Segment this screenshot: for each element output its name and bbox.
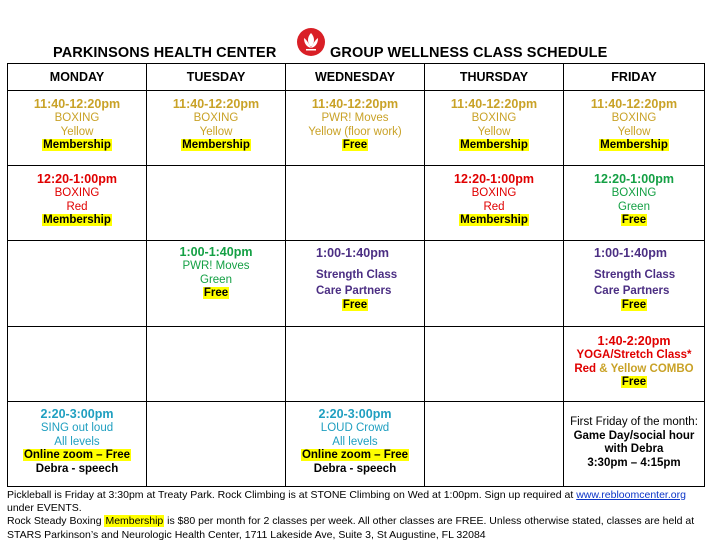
class-cell: [8, 402, 147, 487]
empty-cell: [425, 241, 564, 327]
class-name: BOXING: [54, 187, 100, 199]
class-name: BOXING: [471, 187, 517, 199]
footer-line-4: STARS Parkinson’s and Neurologic Health Center, 1711 Lakeside Ave, Suite 3, St Augustine, FL 32084: [7, 528, 486, 541]
event-line: First Friday of the month:: [570, 416, 698, 428]
price-badge: Online zoom – Free: [23, 449, 131, 461]
class-cell: [8, 166, 147, 241]
class-cell: [286, 91, 425, 166]
empty-cell: [147, 402, 286, 487]
event-cell: [564, 402, 705, 487]
class-name: SING out loud: [40, 422, 114, 434]
event-title: Game Day/social hour: [573, 429, 695, 442]
class-name: BOXING: [611, 187, 657, 199]
empty-cell: [8, 241, 147, 327]
class-level: All levels: [332, 435, 378, 448]
price-badge: Membership: [182, 139, 250, 151]
class-group: Care Partners: [316, 285, 392, 297]
class-group: Care Partners: [594, 285, 670, 297]
class-level: All levels: [54, 435, 100, 448]
class-time: 1:40-2:20pm: [597, 334, 671, 348]
footer-line-1: Pickleball is Friday at 3:30pm at Treaty Park. Rock Climbing is at STONE Climbing on Wed at 1:00pm. Sign up required at www.rebloomcenter.org: [7, 489, 686, 501]
empty-cell: [8, 327, 147, 402]
event-host: with Debra: [604, 443, 664, 455]
instructor-note: Debra - speech: [313, 462, 397, 475]
class-name: BOXING: [193, 112, 239, 124]
class-time: 2:20-3:00pm: [40, 407, 114, 421]
class-time: 12:20-1:00pm: [594, 172, 674, 186]
class-time: 11:40-12:20pm: [311, 97, 399, 111]
schedule-title: GROUP WELLNESS CLASS SCHEDULE: [330, 45, 608, 61]
website-link[interactable]: www.rebloomcenter.org: [576, 489, 686, 501]
class-cell: [425, 166, 564, 241]
price-badge: Membership: [460, 139, 528, 151]
class-cell: [425, 91, 564, 166]
class-time: 12:20-1:00pm: [37, 172, 117, 186]
empty-cell: [286, 166, 425, 241]
price-badge: Free: [342, 139, 368, 151]
day-header-monday: MONDAY: [8, 64, 147, 91]
class-name: PWR! Moves: [321, 112, 389, 124]
class-cell: [8, 91, 147, 166]
class-time: 11:40-12:20pm: [590, 97, 678, 111]
instructor-note: Debra - speech: [35, 462, 119, 475]
class-name: LOUD Crowd: [320, 422, 390, 434]
empty-cell: [286, 327, 425, 402]
footer-notes: [7, 489, 709, 542]
class-group: Yellow: [617, 125, 651, 138]
class-name: BOXING: [471, 112, 517, 124]
class-group: Yellow (floor work): [308, 125, 402, 138]
empty-cell: [147, 327, 286, 402]
class-time: 1:00-1:40pm: [316, 246, 389, 260]
schedule-table: [7, 63, 705, 487]
class-name: BOXING: [54, 112, 100, 124]
class-cell: [147, 241, 286, 327]
event-time: 3:30pm – 4:15pm: [587, 456, 681, 469]
day-header-friday: FRIDAY: [564, 64, 705, 91]
class-name: Strength Class: [316, 269, 398, 281]
empty-cell: [425, 327, 564, 402]
price-badge: Membership: [43, 214, 111, 226]
class-cell: [286, 241, 425, 327]
class-cell: [564, 241, 705, 327]
class-name: PWR! Moves: [182, 260, 250, 272]
price-badge: Free: [203, 287, 229, 299]
price-badge: Membership: [600, 139, 668, 151]
day-header-thursday: THURSDAY: [425, 64, 564, 91]
class-time: 11:40-12:20pm: [450, 97, 538, 111]
class-cell: [564, 166, 705, 241]
class-group: Red & Yellow COMBO: [574, 362, 694, 375]
class-name: BOXING: [611, 112, 657, 124]
class-group: Yellow: [199, 125, 233, 138]
empty-cell: [425, 402, 564, 487]
class-group: Red: [483, 200, 505, 213]
class-time: 1:00-1:40pm: [179, 245, 253, 259]
price-badge: Free: [621, 376, 647, 388]
class-name: Strength Class: [594, 269, 676, 281]
class-time: 11:40-12:20pm: [172, 97, 260, 111]
class-time: 2:20-3:00pm: [318, 407, 392, 421]
class-group: Yellow: [477, 125, 511, 138]
class-time: 11:40-12:20pm: [33, 97, 121, 111]
day-header-tuesday: TUESDAY: [147, 64, 286, 91]
class-name: YOGA/Stretch Class*: [576, 349, 692, 361]
class-group: Yellow: [60, 125, 94, 138]
class-cell: [147, 91, 286, 166]
center-title: PARKINSONS HEALTH CENTER: [53, 45, 277, 61]
class-time: 1:00-1:40pm: [594, 246, 667, 260]
class-group: Red: [66, 200, 88, 213]
footer-line-2: under EVENTS.: [7, 502, 82, 515]
class-cell: [564, 327, 705, 402]
footer-line-3: Rock Steady Boxing Membership is $80 per month for 2 classes per week. All other classes are FREE. Unless otherwise stated, classes are held at: [7, 515, 695, 528]
price-badge: Online zoom – Free: [301, 449, 409, 461]
price-badge: Free: [621, 214, 647, 226]
price-badge: Membership: [43, 139, 111, 151]
class-group: Green: [200, 273, 232, 286]
lotus-flower-icon: [296, 27, 326, 57]
empty-cell: [147, 166, 286, 241]
price-badge: Membership: [460, 214, 528, 226]
price-badge: Free: [621, 299, 647, 311]
price-badge: Free: [342, 299, 368, 311]
class-group: Green: [618, 200, 650, 213]
class-cell: [564, 91, 705, 166]
class-time: 12:20-1:00pm: [454, 172, 534, 186]
class-cell: [286, 402, 425, 487]
membership-highlight: Membership: [105, 515, 164, 528]
day-header-wednesday: WEDNESDAY: [286, 64, 425, 91]
